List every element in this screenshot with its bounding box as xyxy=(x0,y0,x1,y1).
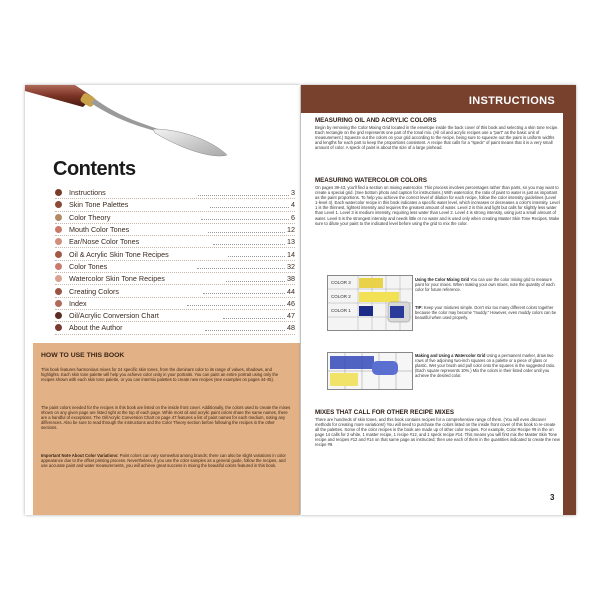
section-heading-watercolor: MEASURING WATERCOLOR COLORS xyxy=(315,177,427,184)
table-of-contents xyxy=(55,187,295,335)
dot-leader xyxy=(203,288,285,294)
how-to-paragraph-2: The paint colors needed for the recipes in this book are listed on the inside front cover. Additionally, the colors used to create the mixes shown on any given page are listed right at the top of each page. While most oil and acrylic paint colors share the same names, there are a handful of exceptions. The Oil/Acrylic Conversion Chart on page 47 features a list of paint names for each medium, noting any differences. Also be sure to read through the instructions and the Color Theory section before following the recipes in the other sections. xyxy=(41,405,291,431)
toc-label: Skin Tone Palettes xyxy=(69,200,129,210)
toc-page: 46 xyxy=(287,298,295,308)
toc-label: About the Author xyxy=(69,323,123,333)
toc-item[interactable] xyxy=(55,298,295,310)
color-swatch-icon xyxy=(55,300,62,307)
dot-leader xyxy=(226,276,285,282)
dot-leader xyxy=(205,325,285,331)
how-to-heading: HOW TO USE THIS BOOK xyxy=(41,352,125,359)
tip-text: Keep your mixtures simple. Don't mix too many different colors together because the color may become "muddy." However, even muddy colors can be beautiful when used properly. xyxy=(415,305,557,320)
paragraph-watercolor: On pages 39-43, you'll find a section on mixing watercolor. This process involves percentages rather than parts, so you may want to create a special grid. (See bottom photo and caption for instructions.) With watercolor, the ratio of paint to water is just as important as the paint proportions. To help you achieve the correct level of dilution for each recipe, follow the color intensity guidelines (Level 1-level 4). Each watercolor recipe in this book indicates a specific water level, which increases or decreases a color's intensity. Level 1 is the thinnest, lightest intensity and requires the greatest amount of water. Level 2 is thin and light but calls for slightly less water than Level 1. Level 3 is medium intensity, requiring less water than Level 2. Level 4 is strong intensity, using just a small amount of water. Level 5 is the strongest intensity and needs little or no water and is used only when creating Master Skin Tone Recipes. Make sure to dilute your paint to the indicated level before using the grid to mix the color. xyxy=(315,185,560,226)
color-swatch-icon xyxy=(55,251,62,258)
toc-page: 47 xyxy=(287,311,295,321)
grid-row-label: COLOR 1 xyxy=(331,308,351,313)
dot-leader xyxy=(210,202,289,208)
toc-page: 4 xyxy=(291,200,295,210)
how-to-paragraph-1: This book features harmonious mixes for 24 specific skin tones, from the dominant color to its range of values, shadows, and highlights. Each skin tone palette will help you achieve color unity in your portraits. You can paint an entire portrait using only the recipes shown with each skin tone palette, or you can intermix palettes to create new recipes (see examples on pages 44-45). xyxy=(41,367,279,383)
watercolor-grid-photo xyxy=(327,352,413,390)
toc-label: Index xyxy=(69,298,87,308)
instructions-banner-title: INSTRUCTIONS xyxy=(468,95,555,107)
toc-item[interactable] xyxy=(55,261,295,273)
dot-leader xyxy=(208,227,285,233)
color-swatch-icon xyxy=(55,312,62,319)
watercolor-grid-illustration xyxy=(328,353,412,389)
color-swatch-icon xyxy=(55,214,62,221)
grid-row-label: COLOR 3 xyxy=(331,280,351,285)
toc-item[interactable] xyxy=(55,187,295,199)
how-to-use-box xyxy=(33,343,300,515)
tip-label: TIP: xyxy=(415,305,423,310)
dot-leader xyxy=(228,251,285,257)
toc-page: 14 xyxy=(287,249,296,259)
color-swatch-icon xyxy=(55,189,62,196)
toc-page: 32 xyxy=(287,261,296,271)
section-heading-oil: MEASURING OIL AND ACRYLIC COLORS xyxy=(315,117,437,124)
color-swatch-icon xyxy=(55,263,62,270)
color-swatch-icon xyxy=(55,201,62,208)
section-heading-mixes: MIXES THAT CALL FOR OTHER RECIPE MIXES xyxy=(315,409,454,416)
figure-1-title: Using the Color Mixing Grid xyxy=(415,277,470,282)
figure-2-caption xyxy=(415,353,560,378)
color-swatch-icon xyxy=(55,238,62,245)
toc-page: 12 xyxy=(287,225,296,235)
toc-item[interactable] xyxy=(55,248,295,260)
note-text: Paint colors can vary somewhat among brands; there can also be slight variations in color appearance due to the offset printing process. Nevertheless, if you use the color samples as a general guide, follow the recipes, and use accurate paint and water measurements, you will achieve great success in mixing the beautiful colors featured in this book. xyxy=(41,453,286,469)
color-swatch-icon xyxy=(55,324,62,331)
instructions-banner xyxy=(301,85,563,113)
toc-item[interactable] xyxy=(55,236,295,248)
figure-1-text: You can use the color mixing grid to measure paint for your mixes. When making your own mixes, note the quantity of each color for future reference. xyxy=(415,277,555,292)
toc-page: 3 xyxy=(291,188,296,198)
color-swatch-icon xyxy=(55,288,62,295)
how-to-note xyxy=(41,453,291,468)
contents-title: Contents xyxy=(53,158,136,180)
toc-label: Watercolor Skin Tone Recipes xyxy=(69,274,165,284)
toc-label: Oil & Acrylic Skin Tone Recipes xyxy=(69,249,169,259)
figure-1-caption xyxy=(415,277,560,292)
toc-item[interactable] xyxy=(55,212,295,224)
paragraph-oil: Begin by removing the Color Mixing Grid located in the envelope inside the back cover of this book and selecting a skin tone recipe. Each rectangle on the grid represents one part of the tonal mix. (All oil and acrylic recipes use a "part" as the basic unit of measurement.) Squeeze out the colors on your grid according to the recipe, being sure to squeeze out the paint in uniform widths and lengths for each part to keep the proportions consistent. A recipe that calls for a "speck" of paint means that it is a very small amount of color. A speck of paint is about the size of a large pinhead. xyxy=(315,125,559,151)
figure-2-title: Making and Using a Watercolor Grid xyxy=(415,353,486,358)
dot-leader xyxy=(198,190,289,196)
toc-label: Creating Colors xyxy=(69,286,119,296)
toc-page: 13 xyxy=(287,237,295,247)
toc-item[interactable] xyxy=(55,224,295,236)
page-number: 3 xyxy=(550,493,555,502)
toc-page: 6 xyxy=(291,212,296,222)
toc-item[interactable] xyxy=(55,310,295,322)
toc-item[interactable] xyxy=(55,273,295,285)
toc-item[interactable] xyxy=(55,322,295,334)
toc-label: Color Tones xyxy=(69,261,108,271)
toc-page: 44 xyxy=(287,286,295,296)
color-mixing-grid-photo xyxy=(327,275,413,331)
dot-leader xyxy=(201,214,289,220)
color-swatch-icon xyxy=(55,275,62,282)
toc-label: Instructions xyxy=(69,188,106,198)
grid-row-label: COLOR 2 xyxy=(331,294,351,299)
toc-label: Color Theory xyxy=(69,212,111,222)
palette-knife-image xyxy=(25,85,300,165)
toc-label: Mouth Color Tones xyxy=(69,225,130,235)
figure-2-text: Using a permanent marker, draw two rows of five adjoining two-inch squares on a palette or a piece of glass or plastic. Wet your brush and pull color onto the squares in the suggested ratio. (Each square represents 10%.) Mix the colors in their listed order until you achieve the desired color. xyxy=(415,353,556,378)
color-swatch-icon xyxy=(55,226,62,233)
note-label: Important Note About Color Variations: xyxy=(41,453,119,458)
side-color-strip xyxy=(563,85,576,515)
tip-caption xyxy=(415,305,560,320)
toc-page: 38 xyxy=(287,274,295,284)
paragraph-mixes: There are hundreds of skin tones, and this book contains recipes for a comprehensive range of them. (You will even discover methods for creating more variations!) You will need to purchase the colors listed on the inside front cover of this book to re-create all the palettes. Some of the color recipes in the book are made up of other color recipes. For example, Color Recipe #9 in the on page 14 calls for 2 white, 1 master recipe, 1 recipe #12, and 1 speck recipe #14. This means you will first mix the Master Skin Tone recipe and recipes #12 and #14 on that same page as instructed; then use each of them in the quantities indicated to create the new recipe #9. xyxy=(315,417,560,448)
right-page xyxy=(301,85,576,515)
dot-leader xyxy=(223,313,285,319)
dot-leader xyxy=(213,239,285,245)
toc-label: Ear/Nose Color Tones xyxy=(69,237,140,247)
toc-item[interactable] xyxy=(55,199,295,211)
dot-leader xyxy=(187,300,285,306)
dot-leader xyxy=(197,263,285,269)
toc-page: 48 xyxy=(287,323,295,333)
toc-item[interactable] xyxy=(55,285,295,297)
left-page xyxy=(25,85,300,515)
toc-label: Oil/Acrylic Conversion Chart xyxy=(69,311,159,321)
